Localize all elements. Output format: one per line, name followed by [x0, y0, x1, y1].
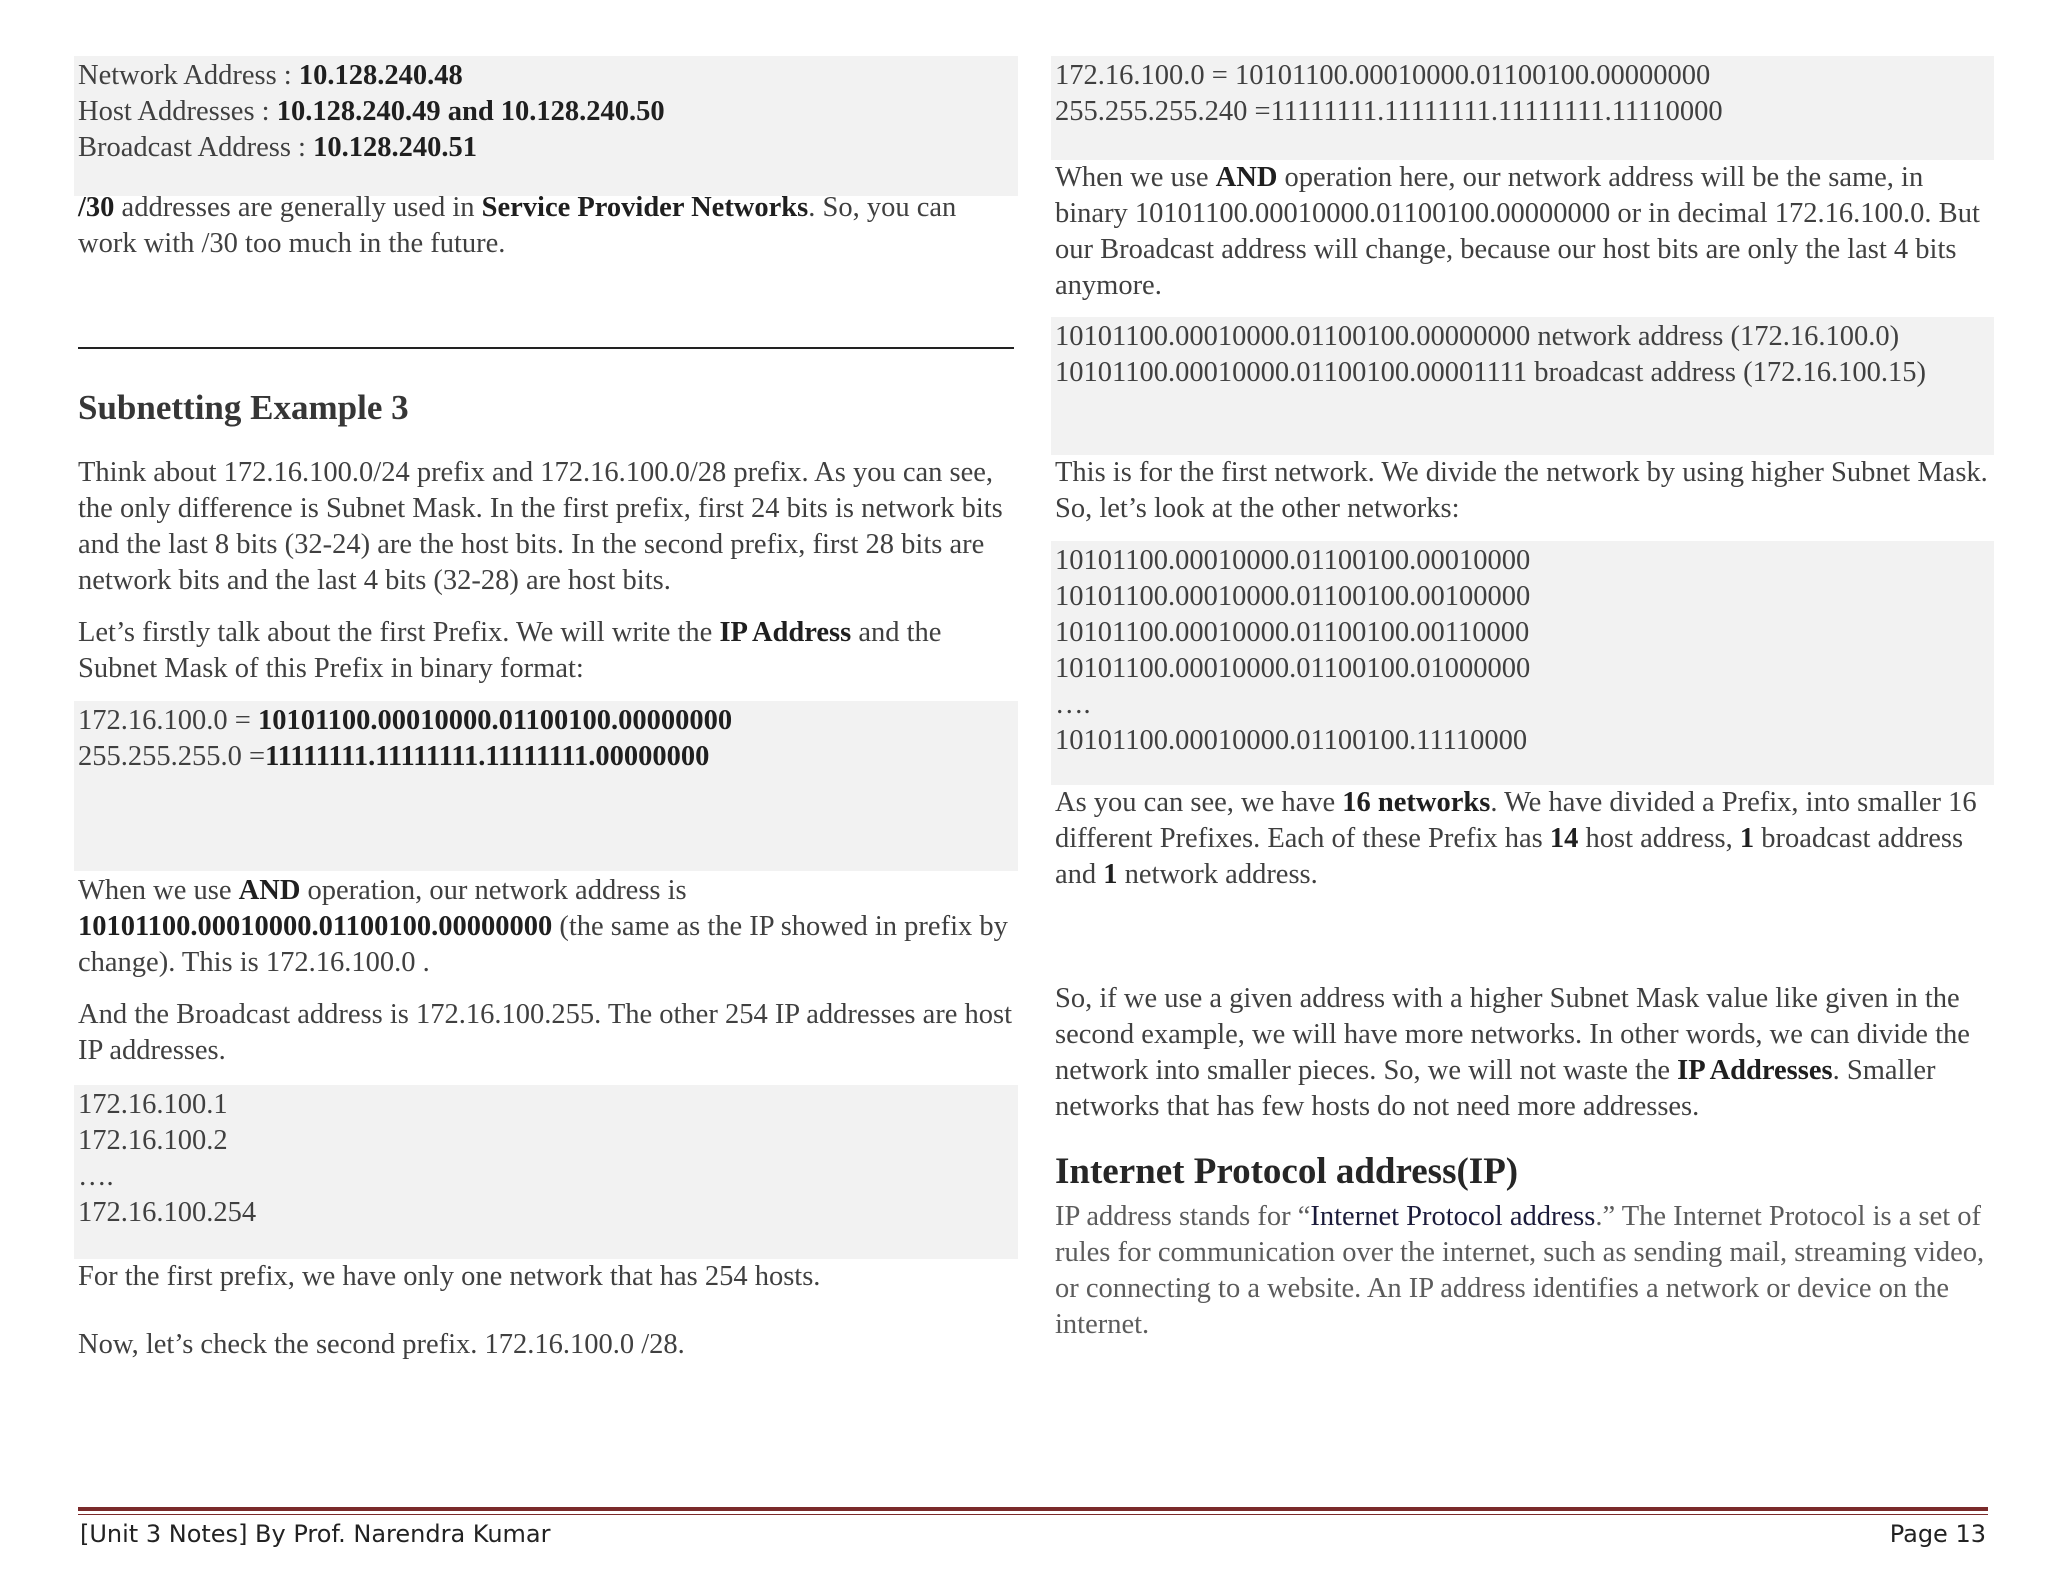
right-column: [1055, 56, 1990, 1343]
binary-line: 172.16.100.0 = 10101100.00010000.01100100.00000000: [1055, 60, 1711, 91]
host-line: ….: [78, 1161, 114, 1192]
binary-line: 10101100.00010000.01100100.11110000: [1055, 725, 1528, 756]
paragraph-first-prefix: Let’s firstly talk about the first Prefix. We will write the IP Address and the Subnet Mask of this Prefix in binary format:: [78, 617, 942, 684]
paragraph-broadcast: And the Broadcast address is 172.16.100.255. The other 254 IP addresses are host IP addresses.: [78, 999, 1012, 1066]
paragraph-first-network: This is for the first network. We divide the network by using higher Subnet Mask. So, let’s look at the other networks:: [1055, 457, 1988, 524]
paragraph-16-networks: As you can see, we have 16 networks. We have divided a Prefix, into smaller 16 different Prefixes. Each of these Prefix has 14 host address, 1 broadcast address and 1 network address.: [1055, 787, 1977, 890]
binary-line: 255.255.255.240 =11111111.11111111.11111111.11110000: [1055, 96, 1723, 127]
section-heading: Subnetting Example 3: [78, 388, 409, 427]
paragraph-and-operation-2: When we use AND operation here, our network address will be the same, in binary 10101100.00010000.01100100.00000000 or in decimal 172.16.100.0. But our Broadcast address will change, because our host bits are only the last 4 bits anymore.: [1055, 162, 1980, 301]
address-summary-box: [74, 56, 1018, 196]
ip-binary-line: 172.16.100.0 = 10101100.00010000.01100100.00000000: [78, 705, 733, 736]
paragraph-intro: Think about 172.16.100.0/24 prefix and 172.16.100.0/28 prefix. As you can see, the only difference is Subnet Mask. In the first prefix, first 24 bits is network bits and the last 8 bits (32-24) are the host bits. In the second prefix, first 28 bits are network bits and the last 4 bits (32-28) are host bits.: [78, 457, 1003, 596]
footer-rule-thick: [78, 1507, 1988, 1511]
footer-title: [Unit 3 Notes] By Prof. Narendra Kumar: [80, 1520, 551, 1548]
host-line: 172.16.100.1: [78, 1089, 228, 1120]
paragraph-higher-mask: So, if we use a given address with a higher Subnet Mask value like given in the second example, we will have more networks. In other words, we can divide the network into smaller pieces. So, we will not waste the IP Addresses. Smaller networks that has few hosts do not need more addresses.: [1055, 983, 1970, 1122]
host-line: 172.16.100.254: [78, 1197, 257, 1228]
network-broadcast-box: [1051, 317, 1994, 455]
binary-line: 10101100.00010000.01100100.00110000: [1055, 617, 1530, 648]
paragraph-first-prefix-summary: For the first prefix, we have only one network that has 254 hosts.: [78, 1261, 821, 1292]
networks-list-box: [1051, 541, 1994, 785]
binary-line: 10101100.00010000.01100100.01000000: [1055, 653, 1531, 684]
ip-heading: Internet Protocol address(IP): [1055, 1151, 1519, 1192]
paragraph-second-prefix: Now, let’s check the second prefix. 172.16.100.0 /28.: [78, 1329, 685, 1360]
ip-term-link[interactable]: Internet Protocol address: [1310, 1201, 1596, 1232]
footer-rule-thin: [78, 1514, 1988, 1515]
paragraph-slash30: /30 addresses are generally used in Service Provider Networks. So, you can work with /30 too much in the future.: [78, 192, 957, 259]
paragraph-ip-definition: IP address stands for “Internet Protocol address.” The Internet Protocol is a set of rules for communication over the internet, such as sending mail, streaming video, or connecting to a website. An IP address identifies a network or device on the internet.: [1055, 1201, 1985, 1340]
binary-line: ….: [1055, 689, 1091, 720]
network-address-line: Network Address : 10.128.240.48: [78, 60, 463, 91]
host-line: 172.16.100.2: [78, 1125, 228, 1156]
mask-binary-line: 255.255.255.0 =11111111.11111111.11111111.00000000: [78, 741, 710, 772]
binary-line: 10101100.00010000.01100100.00000000 network address (172.16.100.0): [1055, 321, 1900, 352]
host-list-box: [74, 1085, 1018, 1259]
paragraph-and-operation: When we use AND operation, our network address is 10101100.00010000.01100100.00000000 (the same as the IP showed in prefix by change). This is 172.16.100.0 .: [78, 875, 1008, 978]
broadcast-address-line: Broadcast Address : 10.128.240.51: [78, 132, 477, 163]
page-footer: [80, 1520, 1986, 1548]
binary-line: 10101100.00010000.01100100.00001111 broadcast address (172.16.100.15): [1055, 357, 1926, 388]
section-divider: [78, 347, 1014, 349]
host-addresses-line: Host Addresses : 10.128.240.49 and 10.128.240.50: [78, 96, 665, 127]
binary-line: 10101100.00010000.01100100.00100000: [1055, 581, 1531, 612]
binary-line: 10101100.00010000.01100100.00010000: [1055, 545, 1531, 576]
binary-format-box: [74, 701, 1018, 871]
left-column: [78, 56, 1014, 1363]
second-prefix-binary-box: [1051, 56, 1994, 160]
page-number: Page 13: [1889, 1520, 1986, 1548]
